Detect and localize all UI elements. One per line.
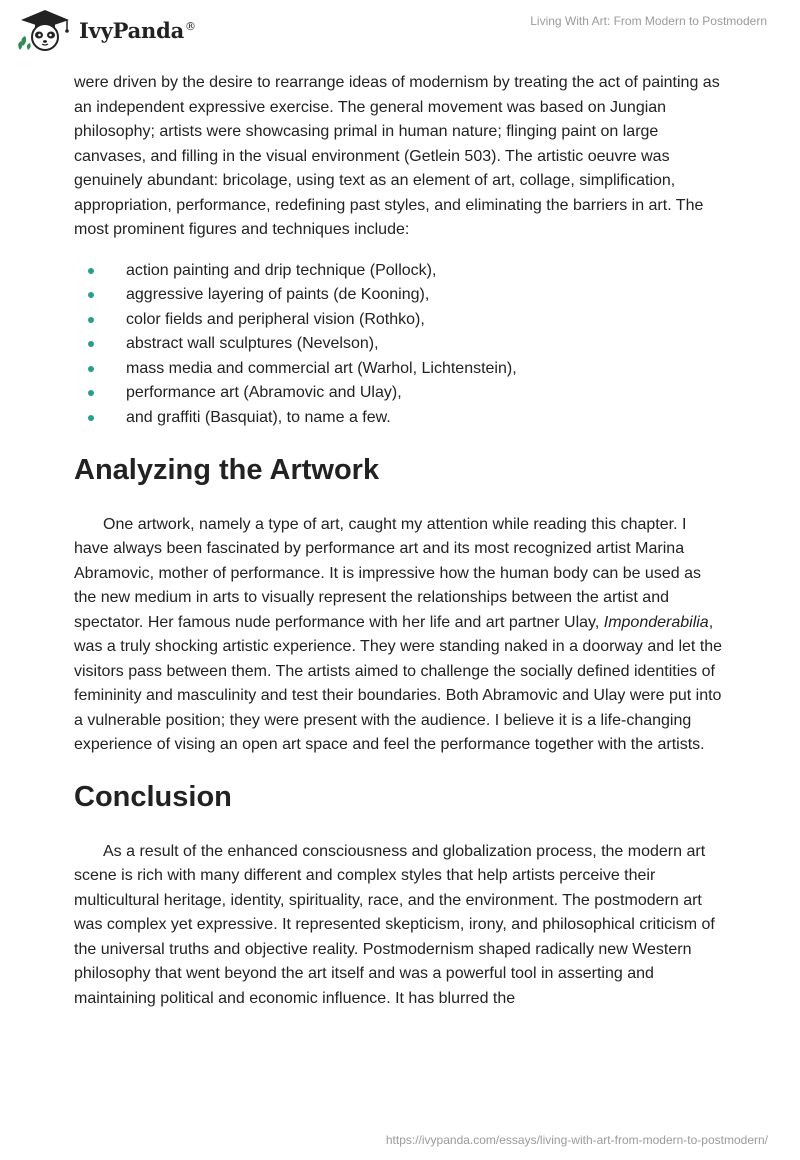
essay-content <box>74 71 724 1011</box>
ivypanda-logo[interactable] <box>15 8 196 52</box>
list-item: action painting and drip technique (Pollock), <box>74 259 724 284</box>
bullet-icon <box>88 390 94 396</box>
bullet-icon <box>88 317 94 323</box>
list-item: aggressive layering of paints (de Kooning), <box>74 283 724 308</box>
list-item: and graffiti (Basquiat), to name a few. <box>74 406 724 431</box>
bullet-icon <box>88 415 94 421</box>
heading-conclusion: Conclusion <box>74 780 232 813</box>
list-item: abstract wall sculptures (Nevelson), <box>74 332 724 357</box>
heading-analyzing-artwork: Analyzing the Artwork <box>74 453 380 486</box>
source-url[interactable]: https://ivypanda.com/essays/living-with-art-from-modern-to-postmodern/ <box>385 1133 768 1147</box>
list-item: color fields and peripheral vision (Rothko), <box>74 308 724 333</box>
bullet-icon <box>88 366 94 372</box>
techniques-list <box>74 259 724 431</box>
list-item: performance art (Abramovic and Ulay), <box>74 381 724 406</box>
page-header <box>0 0 800 60</box>
brand-name: IvyPanda® <box>79 17 196 43</box>
bullet-icon <box>88 268 94 274</box>
document-title: Living With Art: From Modern to Postmodern <box>530 14 767 28</box>
panda-graduate-icon <box>15 8 73 52</box>
analyzing-paragraph: One artwork, namely a type of art, caught my attention while reading this chapter. I have always been fascinated by performance art and its most recognized artist Marina Abramovic, mother of performance. It is impressive how the human body can be used as the new medium in arts to visually represent the relationships between the artist and spectator. Her famous nude performance with her life and art partner Ulay, Imponderabilia, was a truly shocking artistic experience. They were standing naked in a doorway and let the visitors pass between them. The artists aimed to challenge the socially defined identities of femininity and masculinity and test their boundaries. Both Abramovic and Ulay were put into a vulnerable position; they were present with the audience. I believe it is a life-changing experience of vising an open art space and feel the performance together with the artists. <box>74 515 723 754</box>
conclusion-paragraph: As a result of the enhanced consciousness and globalization process, the modern art scene is rich with many different and complex styles that help artists perceive their multicultural heritage, identity, spirituality, race, and the environment. The postmodern art was complex yet expressive. It represented skepticism, irony, and philosophical criticism of the universal truths and objective reality. Postmodernism shaped radically new Western philosophy that went beyond the art itself and was a powerful tool in asserting and maintaining political and economic influence. It has blurred the <box>74 842 715 1007</box>
artwork-title: Imponderabilia <box>603 613 709 631</box>
registered-mark: ® <box>185 19 196 33</box>
bullet-icon <box>88 341 94 347</box>
list-item: mass media and commercial art (Warhol, Lichtenstein), <box>74 357 724 382</box>
bullet-icon <box>88 292 94 298</box>
intro-paragraph: were driven by the desire to rearrange ideas of modernism by treating the act of painting as an independent expressive exercise. The general movement was based on Jungian philosophy; artists were showcasing primal in human nature; flinging paint on large canvases, and filling in the visual environment (Getlein 503). The artistic oeuvre was genuinely abundant: bricolage, using text as an element of art, collage, simplification, appropriation, performance, redefining past styles, and eliminating the barriers in art. The most prominent figures and techniques include: <box>74 74 720 238</box>
